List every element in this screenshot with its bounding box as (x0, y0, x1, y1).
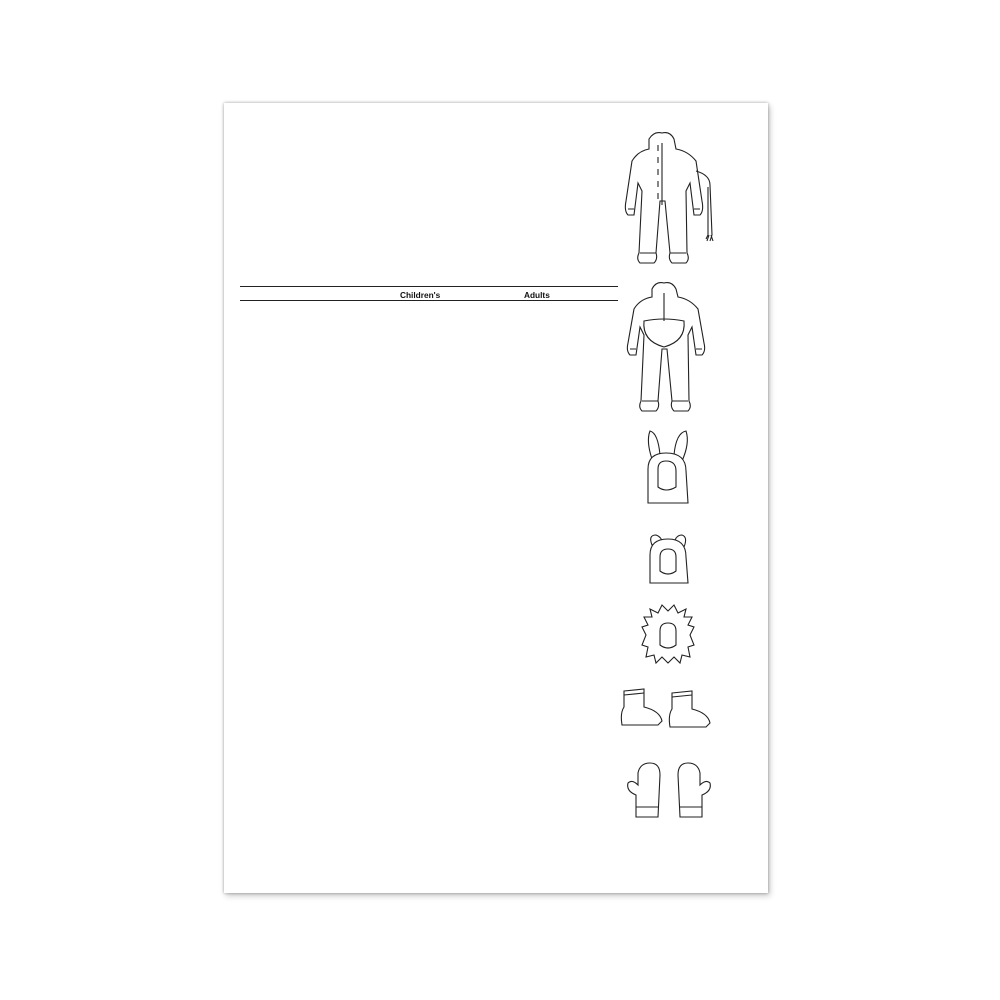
group-label-childrens: Children's (400, 290, 441, 300)
shoe-covers-icon (618, 683, 718, 738)
suggested-fabrics (240, 183, 602, 194)
group-label-adults: Adults (524, 290, 550, 300)
bear-cat-hood-icon (644, 531, 694, 591)
bunny-hood-icon (642, 429, 692, 514)
kangaroo-jumpsuit-with-pouch-icon (622, 281, 722, 426)
pattern-envelope-back (224, 103, 768, 893)
mittens-icon (624, 761, 714, 826)
children-group-underline (240, 300, 618, 301)
notions-divider (240, 286, 618, 287)
lion-mane-hood-icon (640, 605, 696, 670)
jumpsuit-with-hood-and-tail-icon (616, 131, 726, 276)
